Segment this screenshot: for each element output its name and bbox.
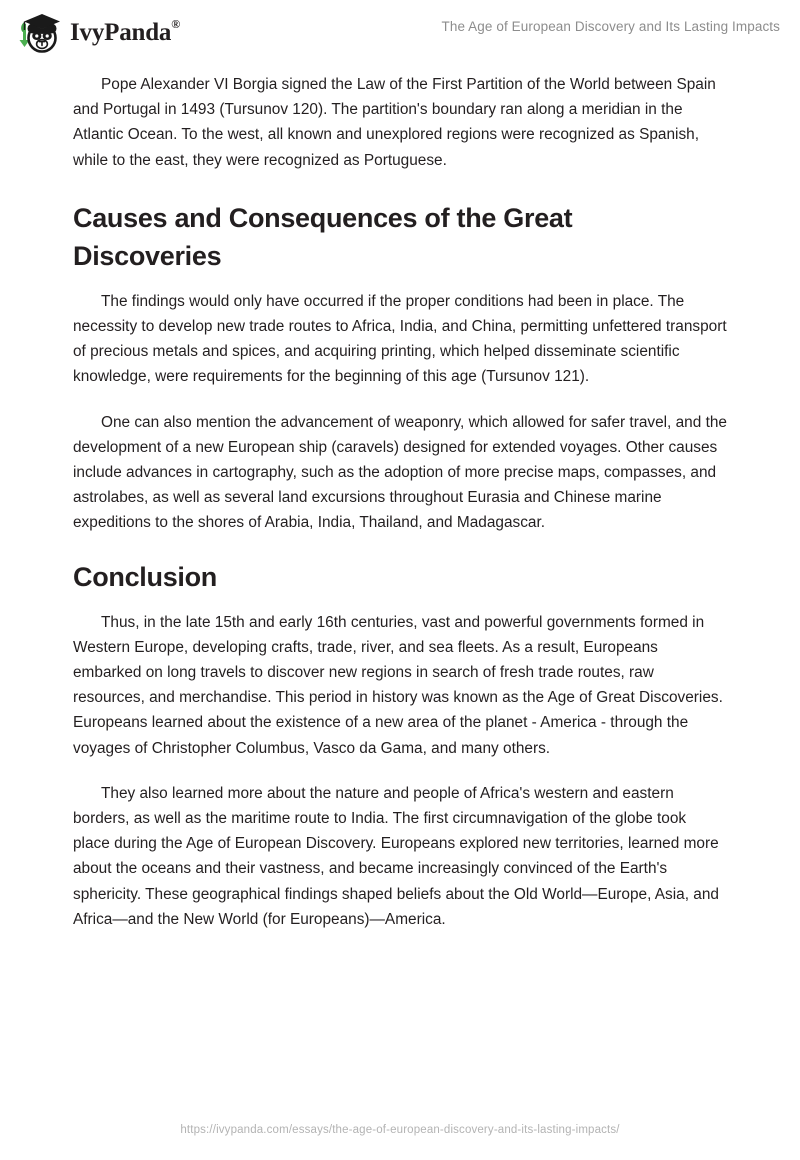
section-heading-causes: Causes and Consequences of the Great Discoveries bbox=[73, 202, 573, 271]
source-url-link[interactable]: https://ivypanda.com/essays/the-age-of-european-discovery-and-its-lasting-impacts/ bbox=[180, 1124, 620, 1136]
document-header-title: The Age of European Discovery and Its Lasting Impacts bbox=[441, 19, 780, 34]
brand-wordmark bbox=[70, 17, 180, 46]
panda-graduate-logo-icon bbox=[14, 9, 66, 55]
paragraph: The findings would only have occurred if the proper conditions had been in place. The necessity to develop new trade routes to Africa, India, and China, permitting unfettered transport of precious metals and spices, and acquiring printing, which helped disseminate scientific knowledge, were requirements for the beginning of this age (Tursunov 121). bbox=[73, 292, 727, 386]
registered-trademark-icon: ® bbox=[171, 17, 180, 32]
paragraph: Thus, in the late 15th and early 16th centuries, vast and powerful governments formed in Western Europe, developing crafts, trade, river, and sea fleets. As a result, Europeans embarked on long travels to discover new regions in search of fresh trade routes, raw resources, and merchandise. This period in history was known as the Age of Great Discoveries. Europeans learned about the existence of a new area of the planet - America - through the voyages of Christopher Columbus, Vasco da Gama, and many others. bbox=[73, 613, 723, 757]
paragraph: One can also mention the advancement of weaponry, which allowed for safer travel, and the development of a new European ship (caravels) designed for extended voyages. Other causes include advances in cartography, such as the adoption of more precise maps, compasses, and astrolabes, as well as several land excursions throughout Eurasia and Chinese marine expeditions to the shores of Arabia, India, Thailand, and Madagascar. bbox=[73, 413, 727, 532]
brand-logo-link[interactable] bbox=[14, 10, 180, 54]
section-heading-conclusion: Conclusion bbox=[73, 561, 217, 592]
brand-name-text: IvyPanda bbox=[70, 18, 172, 46]
document-content bbox=[73, 72, 727, 952]
page-header bbox=[0, 0, 800, 62]
paragraph: They also learned more about the nature and people of Africa's western and eastern borders, as well as the maritime route to India. The first circumnavigation of the globe took place during the Age of European Discovery. Europeans explored new territories, learned more about the oceans and their vastness, and became increasingly convinced of the Earth's sphericity. These geographical findings shaped beliefs about the Old World—Europe, Asia, and Africa—and the New World (for Europeans)—America. bbox=[73, 784, 719, 928]
page-footer bbox=[0, 1120, 800, 1138]
paragraph: Pope Alexander VI Borgia signed the Law of the First Partition of the World between Spain and Portugal in 1493 (Tursunov 120). The partition's boundary ran along a meridian in the Atlantic Ocean. To the west, all known and unexplored regions were recognized as Spanish, while to the east, they were recognized as Portuguese. bbox=[73, 76, 716, 169]
